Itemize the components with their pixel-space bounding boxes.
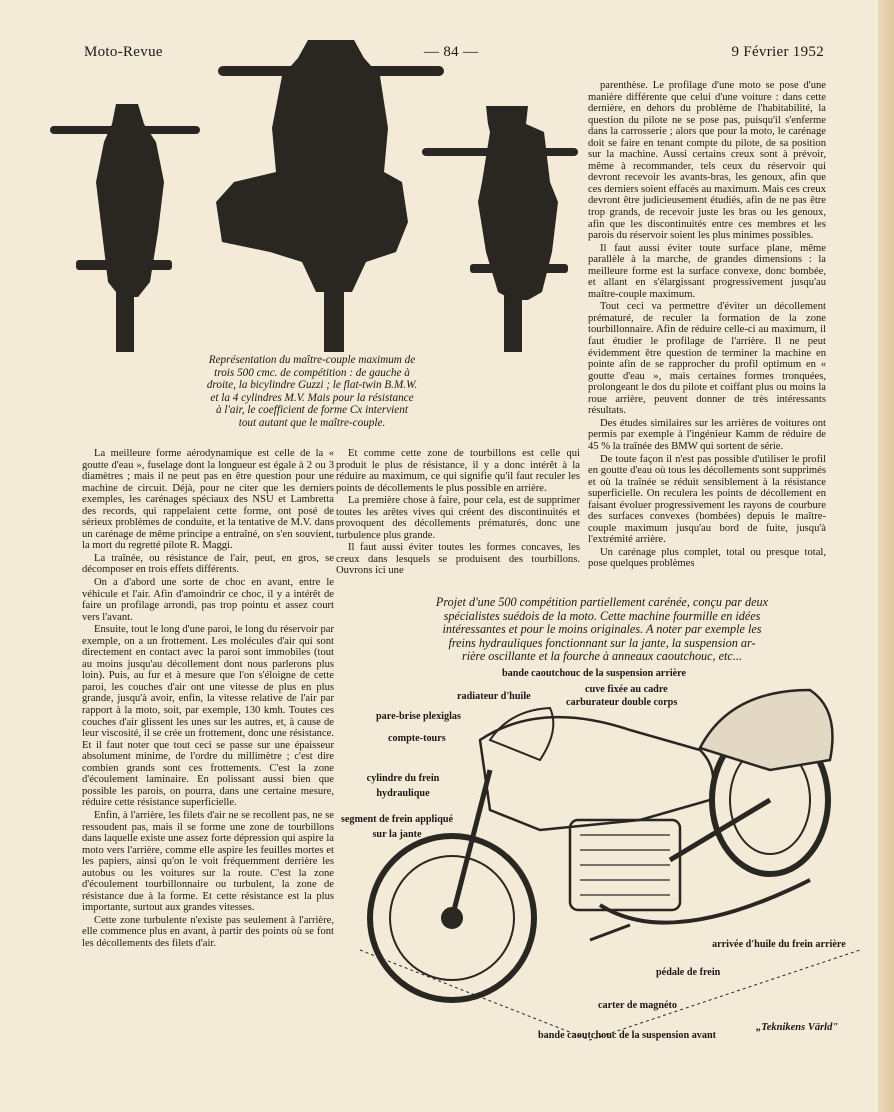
caption-line: trois 500 cmc. de compétition : de gauche à (214, 366, 410, 379)
caption-line: spécialistes suédois de la moto. Cette machine fourmille en idées (443, 608, 761, 623)
label-tank: cuve fixée au cadre (585, 684, 668, 695)
paragraph: Enfin, à l'arrière, les filets d'air ne se recollent pas, ne se ressoudent pas, mais il se forme une zone de tourbillons dans laquelle existe une assez forte dépression qui aspire la moto vers l'arrière, comme elle aspire les feuilles mortes et les papiers, ainsi qu'on le voit fréquemment derrière les autobus ou les voitures sur la route. C'est la zone d'écoulement tourbillonnaire ou turbulent, la zone de résistance due à la forme. Et cette résistance est la plus importante, surtout aux grandes vitesses. (82, 809, 334, 914)
paragraph: La traînée, ou résistance de l'air, peut, en gros, se décomposer en trois effets différents. (82, 552, 334, 576)
label-front-suspension-band: bande caoutchouc de la suspension avant (538, 1030, 717, 1041)
label-windscreen: pare-brise plexiglas (376, 711, 461, 722)
windscreen (490, 708, 553, 760)
fuel-tank (480, 717, 713, 830)
caption-line: intéressantes et pour le moins originales. A noter par exemple les (442, 622, 762, 637)
frontal-silhouettes-figure (46, 32, 586, 352)
magazine-name: Moto-Revue (84, 44, 163, 60)
article-column-middle (336, 448, 580, 577)
paragraph: Et comme cette zone de tourbillons est celle qui produit le plus de résistance, il y a donc intérêt à la réduire au maximum, ce qui signifie qu'il faut reculer les points de décollements le plus possible en arrière. (336, 448, 580, 494)
label-oil-radiator: radiateur d'huile (457, 691, 531, 702)
paragraph: Il faut aussi éviter toutes les formes concaves, les creux dans lesquels se produisent des tourbillons. Ouvrons ici une (336, 542, 580, 577)
label-rev-counter: compte-tours (388, 733, 446, 744)
label-brake-cylinder: cylindre du frein hydraulique (366, 773, 440, 799)
caption-line: droite, la bicylindre Guzzi ; le flat-twin B.M.W. (206, 379, 418, 392)
paragraph: Un carénage plus complet, total ou presque total, pose quelques problèmes (588, 546, 826, 570)
silhouette-bmw (216, 40, 444, 352)
figure1-caption (178, 354, 446, 430)
brake-pedal-part (590, 925, 630, 940)
paragraph: On a d'abord une sorte de choc en avant, entre le véhicule et l'air. Afin d'amoindrir ce choc, il y a intérêt de faire un profilage arrondi, pas trop pointu et assez court vers l'avant. (82, 577, 334, 623)
caption-line: à l'air, le coefficient de forme Cx intervient (216, 404, 408, 417)
exhaust-pipe (600, 880, 810, 923)
paragraph: Des études similaires sur les arrières de voitures ont permis par exemple à l'ingénieur Kamm de réduire de 45 % la traînée des BMW qui sortent de série. (588, 417, 826, 452)
paragraph: Cette zone turbulente n'existe pas seulement à l'arrière, elle commence plus en avant, à partir des points où se font les décollements des filets d'air. (82, 914, 334, 949)
label-rear-suspension-band: bande caoutchouc de la suspension arrière (502, 668, 687, 679)
paragraph: De toute façon il n'est pas possible d'utiliser le profil en goutte d'eau où tous les décollements sont supprimés et où la traînée se réduit sensiblement à la résistance superficielle. On reculera les points de décollement en faisant évoluer progressivement les rayons de courbure des surfaces convexes (bombées) depuis le maître-couple maximum jusqu'au bord de fuite, jusqu'à l'extrémité arrière. (588, 453, 826, 546)
silhouette-guzzi (50, 104, 200, 352)
article-column-left (82, 448, 334, 950)
paragraph: Il faut aussi éviter toute surface plane, même parallèle à la marche, de grandes dimensions : la meilleure forme est la surface convexe, donc bombée, et allant en s'élargissant progressivement jusqu'au maître-couple maximum. (588, 242, 826, 300)
paragraph: Ensuite, tout le long d'une paroi, le long du réservoir par exemple, on a un frottement. Les molécules d'air qui sont directement en contact avec la paroi sont immobiles (tout au moins jusqu'au décollement dont nous parlerons plus loin). Puis, au fur et à mesure que l'on s'éloigne de cette paroi, les couches d'air ont une vitesse de plus en plus grande, jusqu'à avoir, enfin, la vitesse relative de l'air par rapport à la moto, soit, par exemple, 130 kmh. Toutes ces couches d'air glissent les unes sur les autres, et, à cause de leur viscosité, il se crée un frottement, donc une résistance. Et il faut noter que tout ceci se passe sur une épaisseur absolument minime, de l'ordre du millimètre ; c'est dire combien grands sont ces frottements. C'est la zone d'écoulement laminaire. En polissant aussi bien que possible les parois, on pourra, dans une certaine mesure, réduire cette résistance superficielle. (82, 624, 334, 809)
page-edge (878, 0, 894, 1112)
caption-line: Représentation du maître-couple maximum de (208, 354, 416, 366)
article-column-right (588, 80, 826, 570)
caption-line: rière oscillante et la fourche à anneaux caoutchouc, etc... (461, 649, 742, 664)
caption-line: freins hydrauliques fonctionnant sur la jante, la suspension ar- (448, 635, 756, 650)
paragraph: La meilleure forme aérodynamique est celle de la « goutte d'eau », fuselage dont la longueur est égale à 2 ou 3 diamètres ; mais il ne peut pas en être question pour une machine de circuit. Déjà, pour ne citer que les derniers exemples, les carénages spéciaux des NSU et Lambretta des records, qui rappelaient cette forme, ont posé de sérieux problèmes de conduite, et la tentative de M.V. dans un carénage de même principe a entraîné, on s'en souvient, la mort du regretté pilote R. Maggi. (82, 448, 334, 552)
paragraph: La première chose à faire, pour cela, est de supprimer toutes les arêtes vives qui créent des discontinuités et provoquent des décollements prématurés, donc une turbulence plus grande. (336, 495, 580, 541)
caption-line: Projet d'une 500 compétition partiellement carénée, conçu par deux (435, 595, 769, 609)
illustration-credit: „Teknikens Värld" (756, 1022, 839, 1033)
caption-line: et la 4 cylindres M.V. Mais pour la résistance (210, 391, 414, 404)
label-magneto: carter de magnéto (598, 1000, 678, 1011)
paragraph: parenthèse. Le profilage d'une moto se pose d'une manière différente que celui d'une voiture : dans cette dernière, en dehors du problème de l'habitabilité, la question du pilote ne se pose pas, puisqu'il s'enferme dans la carrosserie ; alors que pour la moto, le carénage doit se faire en tenant compte du pilote, de sa position sur la machine. Aussi certains creux sont à prévoir, même à recommander, tels ceux du réservoir qui devront recevoir les avants-bras, les genoux, afin que ces derniers soient effacés au maximum. Mais ces creux devront être judicieusement étudiés, afin de ne pas être trop grands, de recevoir juste les bras ou les genoux, afin que les discontinuités entre ces membres et les parois du réservoir soient les plus minimes possibles. (588, 80, 826, 242)
label-carburettor: carburateur double corps (566, 697, 678, 708)
page-number: — 84 — (424, 44, 479, 60)
silhouette-mv (422, 106, 578, 352)
caption-line: tout autant que le maître-couple. (238, 416, 386, 429)
label-brake-pedal: pédale de frein (656, 967, 721, 978)
label-rear-brake-oil: arrivée d'huile du frein arrière (712, 939, 846, 950)
paragraph: Tout ceci va permettre d'éviter un décollement prématuré, de reculer la formation de la zone tourbillonnaire. Afin de réduire celle-ci au maximum, il faut étudier le profilage de l'arrière. Il ne peut évidemment être question de terminer la machine en pointe afin de se rapprocher du profil optimum en « goutte d'eau », mais certaines formes tronquées, prolongeant le dos du pilote et coiffant plus ou moins la roue arrière, peuvent donner de très intéressants résultats. (588, 301, 826, 417)
label-brake-segment: segment de frein appliqué sur la jante (340, 814, 454, 840)
issue-date: 9 Février 1952 (731, 44, 824, 60)
